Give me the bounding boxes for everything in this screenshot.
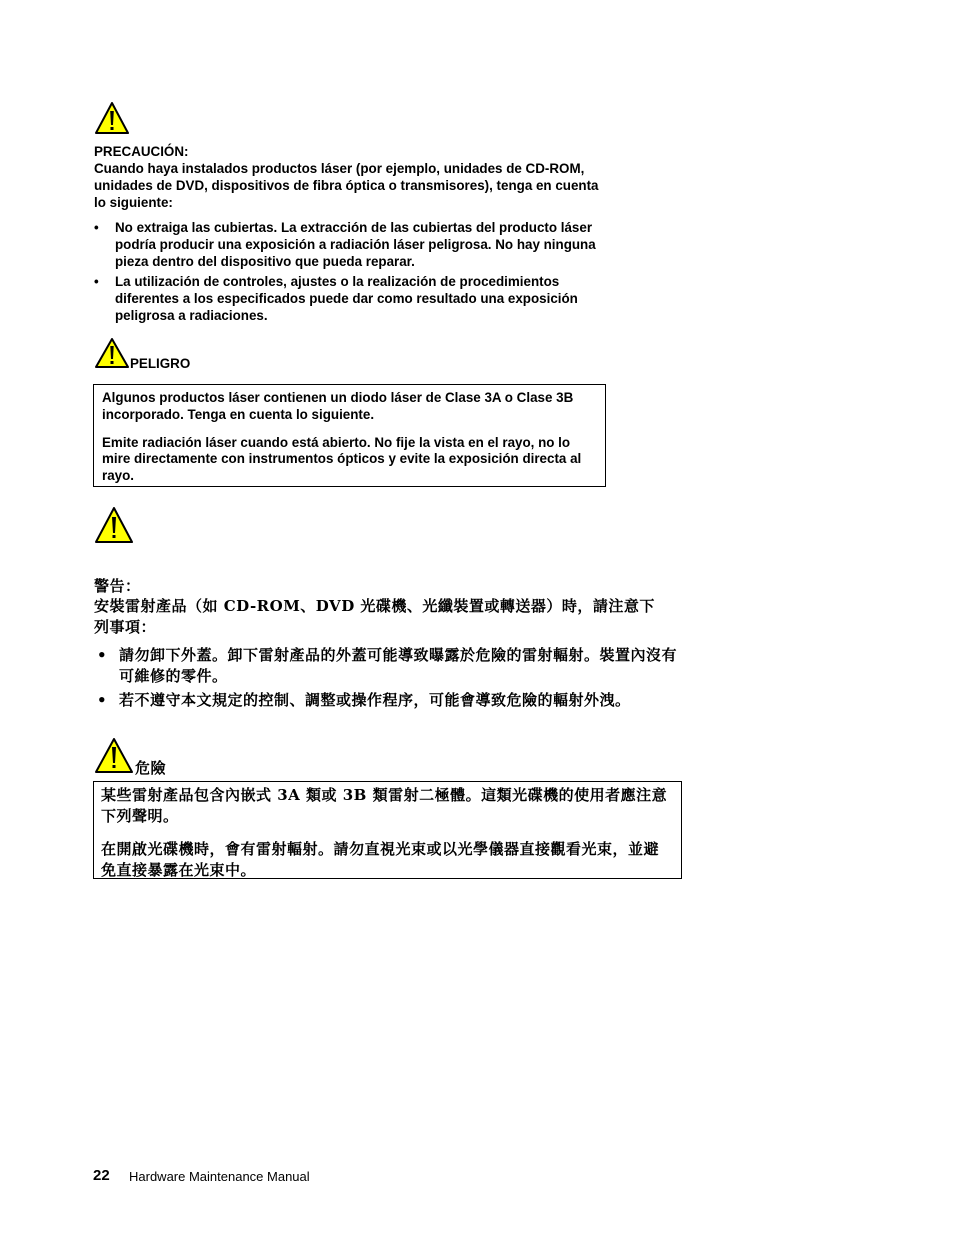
warning-triangle-icon: [94, 337, 130, 369]
list-item: [94, 274, 604, 324]
danger-para-1-zh: 某些雷射產品包含內嵌式 3A 類或 3B 類雷射二極體。這類光碟機的使用者應注意下列聲明。: [101, 786, 668, 825]
page-number: 22: [93, 1167, 110, 1184]
warning-triangle-icon: [94, 737, 134, 774]
warning-triangle-icon: [94, 506, 134, 544]
bullet-icon: •: [97, 691, 108, 709]
caution-heading-zh: 警告：: [94, 577, 141, 595]
caution-heading-es: PRECAUCIÓN:: [94, 144, 189, 159]
list-item: [97, 690, 687, 711]
list-item: [97, 645, 687, 687]
list-item-text: No extraiga las cubiertas. La extracción de las cubiertas del producto láser podría producir una exposición a radiación láser peligrosa. No hay ninguna pieza dentro del dispositivo que pueda reparar.: [115, 220, 596, 269]
list-item-text: La utilización de controles, ajustes o la realización de procedimientos diferentes a los especificados puede dar como resultado una exposición peligrosa a radiaciones.: [115, 274, 578, 323]
bullet-icon: •: [97, 646, 108, 664]
bullet-icon: •: [94, 220, 99, 235]
footer-title: Hardware Maintenance Manual: [129, 1169, 310, 1184]
danger-para-2-es: Emite radiación láser cuando está abierto. No fije la vista en el rayo, no lo mire directamente con instrumentos ópticos y evite la exposición directa al rayo.: [102, 434, 582, 484]
caution-intro-es: Cuando haya instalados productos láser (por ejemplo, unidades de CD-ROM, unidades de DVD, dispositivos de fibra óptica o transmisores), tenga en cuenta lo siguiente:: [94, 161, 599, 210]
danger-label-es: PELIGRO: [130, 356, 191, 371]
danger-box-es: [93, 384, 606, 487]
danger-para-2-zh: 在開啟光碟機時，會有雷射輻射。請勿直視光束或以光學儀器直接觀看光束，並避免直接暴露在光束中。: [101, 840, 660, 879]
caution-list-es: [94, 220, 604, 325]
caution-intro-zh: 安裝雷射產品（如 CD-ROM、DVD 光碟機、光纖裝置或轉送器）時，請注意下列事項：: [94, 597, 655, 636]
list-item-text: 請勿卸下外蓋。卸下雷射產品的外蓋可能導致曝露於危險的雷射輻射。裝置內沒有可維修的零件。: [119, 646, 678, 685]
warning-triangle-icon: [94, 101, 130, 135]
danger-label-zh: 危險: [135, 759, 167, 777]
list-item-text: 若不遵守本文規定的控制、調整或操作程序，可能會導致危險的輻射外洩。: [119, 691, 631, 709]
caution-list-zh: [97, 645, 687, 711]
danger-para-1-es: Algunos productos láser contienen un diodo láser de Clase 3A o Clase 3B incorporado. Tenga en cuenta lo siguiente.: [102, 390, 574, 422]
bullet-icon: •: [94, 274, 99, 290]
danger-box-zh: [93, 781, 682, 879]
list-item: [94, 220, 604, 270]
